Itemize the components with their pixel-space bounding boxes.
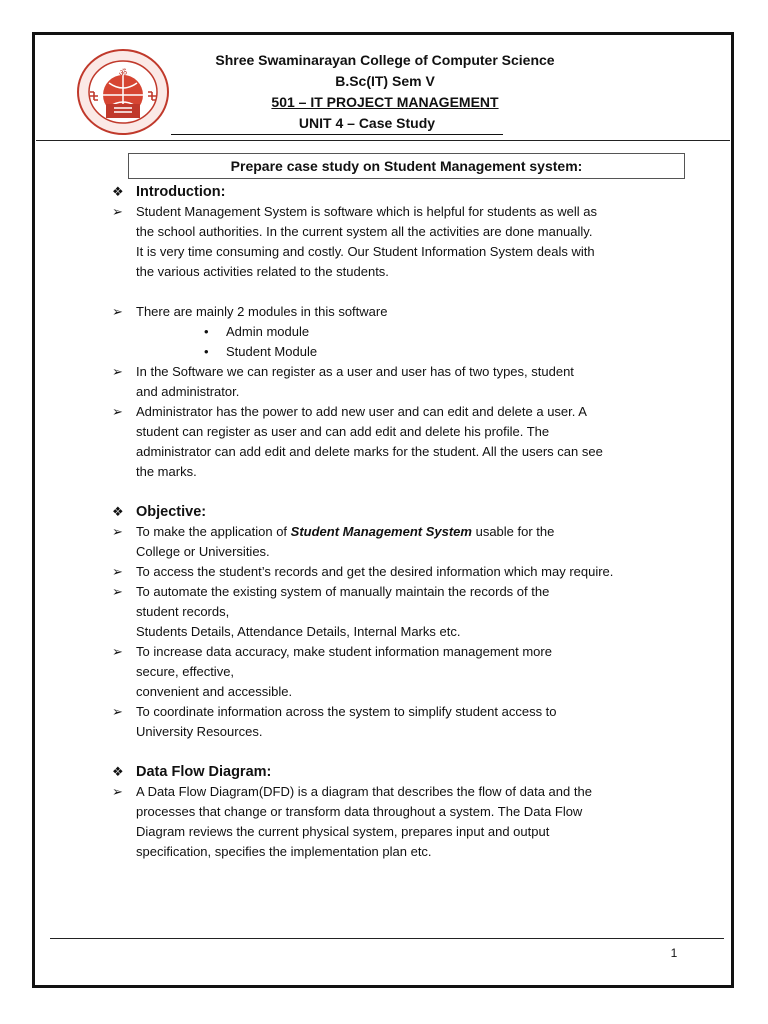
section-heading-introduction: ❖ Introduction: <box>112 184 226 200</box>
section-heading-objective: ❖ Objective: <box>112 504 207 520</box>
unit-title: UNIT 4 – Case Study <box>170 113 600 135</box>
list-item: ➢ Administrator has the power to add new user and can edit and delete a user. A student can register as user and can add edit and delete his profile. The administrator can add edit and delete marks for the student. All the users can see the marks. <box>112 404 603 479</box>
section-marker-icon: ❖ <box>112 184 124 199</box>
header-divider <box>36 140 730 141</box>
arrow-bullet-icon: ➢ <box>112 304 123 319</box>
course-name: B.Sc(IT) Sem V <box>335 73 435 89</box>
arrow-bullet-icon: ➢ <box>112 404 123 419</box>
college-name: Shree Swaminarayan College of Computer Science <box>215 52 555 68</box>
arrow-bullet-icon: ➢ <box>112 784 123 799</box>
dot-bullet-icon: • <box>204 344 209 359</box>
svg-text:ॐ: ॐ <box>118 69 128 79</box>
footer-divider <box>50 938 724 939</box>
arrow-bullet-icon: ➢ <box>112 524 123 539</box>
arrow-bullet-icon: ➢ <box>112 584 123 599</box>
list-item: ➢ To coordinate information across the system to simplify student access to University Resources. <box>112 704 557 739</box>
arrow-bullet-icon: ➢ <box>112 644 123 659</box>
module-item: • Student Module <box>112 342 692 362</box>
list-item: ➢ Student Management System is software which is helpful for students as well as the school authorities. In the current system all the activities are done manually. It is very time consuming and costly. Our Student Information System deals with the various activities related to the students. <box>112 204 597 279</box>
list-item: ➢ In the Software we can register as a user and user has of two types, student and administrator. <box>112 364 574 399</box>
subject-name: 501 – IT PROJECT MANAGEMENT <box>271 94 499 110</box>
list-item: ➢ To increase data accuracy, make student information management more secure, effective, convenient and accessible. <box>112 644 552 699</box>
module-item: • Admin module <box>112 322 692 342</box>
arrow-bullet-icon: ➢ <box>112 564 123 579</box>
section-marker-icon: ❖ <box>112 504 124 519</box>
arrow-bullet-icon: ➢ <box>112 204 123 219</box>
arrow-bullet-icon: ➢ <box>112 704 123 719</box>
college-header <box>170 50 600 135</box>
case-study-title: Prepare case study on Student Management system: <box>128 153 685 179</box>
list-item: ➢ A Data Flow Diagram(DFD) is a diagram that describes the flow of data and the processes that change or transform data throughout a system. The Data Flow Diagram reviews the current physical system, prepares input and output specification, specifies the implementation plan etc. <box>112 784 592 859</box>
dot-bullet-icon: • <box>204 324 209 339</box>
list-item: ➢ There are mainly 2 modules in this software <box>112 302 692 322</box>
section-heading-dfd: ❖ Data Flow Diagram: <box>112 764 272 780</box>
document-body <box>112 182 692 862</box>
section-marker-icon: ❖ <box>112 764 124 779</box>
college-seal-logo <box>76 48 170 136</box>
arrow-bullet-icon: ➢ <box>112 364 123 379</box>
list-item: ➢ To automate the existing system of manually maintain the records of the student records, Students Details, Attendance Details, Internal Marks etc. <box>112 584 550 639</box>
page-number: 1 <box>670 946 678 960</box>
list-item: ➢ To access the student’s records and get the desired information which may require. <box>112 562 692 582</box>
list-item: ➢ To make the application of Student Management System usable for the College or Universities. <box>112 524 555 559</box>
